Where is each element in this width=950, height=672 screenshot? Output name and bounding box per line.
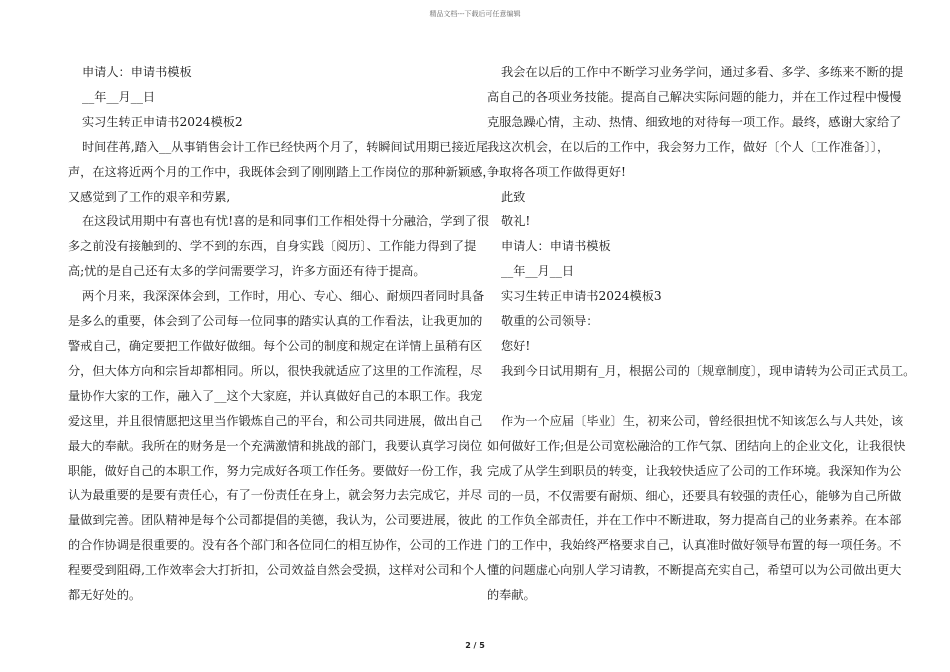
text-line: 您好! <box>501 338 531 353</box>
text-line: 爱这里，并且很情愿把这里当作锻炼自己的平台，和公司共同进展，做出自己 <box>68 413 483 428</box>
text-line: 声，在这将近两个月的工作中，我既体会到了刚刚踏上工作岗位的那种新颖感， <box>68 164 495 179</box>
text-line: __年__月__日 <box>82 89 156 104</box>
text-line: 申请人：申请书模板 <box>82 65 192 79</box>
page-header: 精品文档---下载后可任意编辑 <box>429 10 521 18</box>
text-line: 的合作协调是很重要的。没有各个部门和各位同仁的相互协作，公司的工作进 <box>68 538 483 553</box>
text-line: 都无好处的。 <box>68 588 142 603</box>
text-line: 是多么的重要，体会到了公司每一位同事的踏实认真的工作看法，让我更加的 <box>68 314 483 329</box>
text-line: 克服急躁心情，主动、热情、细致地的对待每一项工作。最终，感谢大家给了 <box>487 114 902 129</box>
text-line: 高;忧的是自己还有太多的学问需要学习，许多方面还有待于提高。 <box>68 264 426 279</box>
text-line: 完成了从学生到职员的转变，让我较快适应了公司的工作环境。我深知作为公 <box>487 463 902 478</box>
text-line: 认为最重要的是要有责任心，有了一份责任在身上，就会努力去完成它，并尽 <box>68 488 483 503</box>
text-line: 我会在以后的工作中不断学习业务学问，通过多看、多学、多练来不断的提 <box>501 65 904 79</box>
text-line: 敬礼! <box>501 214 531 229</box>
text-line: 多之前没有接触到的、学不到的东西，自身实践〔阅历〕、工作能力得到了提 <box>68 239 477 254</box>
text-line: 警戒自己，确定要把工作做好做细。每个公司的制度和规定在详情上虽稍有区 <box>68 338 483 353</box>
text-line: 我这次机会，在以后的工作中，我会努力工作，做好〔个人〔工作准备〕〕， <box>487 139 890 154</box>
page-number: 2 / 5 <box>465 641 485 650</box>
text-line: 我到今日试用期有_月，根据公司的〔规章制度〕，现申请转为公司正式员工。 <box>501 363 916 378</box>
text-line: 程要受到阻碍,工作效率会大打折扣，公司效益自然会受损，这样对公司和个人 <box>68 563 487 578</box>
text-line: 此致 <box>501 189 526 204</box>
text-line: 敬重的公司领导： <box>501 314 599 329</box>
text-line: 如何做好工作;但是公司宽松融洽的工作气氛、团结向上的企业文化，让我很快 <box>487 438 906 453</box>
text-line: 作为一个应届〔毕业〕生，初来公司，曾经很担忧不知该怎么与人共处，该 <box>501 413 904 428</box>
text-line: 门的工作中，我始终严格要求自己，认真准时做好领导布置的每一项任务。不 <box>487 538 902 553</box>
text-line: 在这段试用期中有喜也有忧!喜的是和同事们工作相处得十分融洽，学到了很 <box>82 214 490 229</box>
text-line: __年__月__日 <box>501 264 575 279</box>
text-line: 最大的奉献。我所在的财务是一个充满激情和挑战的部门，我要认真学习岗位 <box>68 438 483 453</box>
left-column <box>68 60 495 608</box>
text-line: 职能，做好自己的本职工作，努力完成好各项工作任务。要做好一份工作，我 <box>68 463 483 478</box>
text-line: 申请人：申请书模板 <box>501 239 611 254</box>
right-column <box>487 60 916 608</box>
text-line: 时间荏苒,踏入__从事销售会计工作已经快两个月了，转瞬间试用期已接近尾 <box>82 139 489 154</box>
text-line: 两个月来，我深深体会到，工作时，用心、专心、细心、耐烦四者同时具备 <box>82 289 485 304</box>
text-line: 争取将各项工作做得更好! <box>487 164 626 179</box>
text-line: 实习生转正申请书2024模板3 <box>501 289 662 304</box>
text-line: 又感觉到了工作的艰辛和劳累, <box>68 189 231 204</box>
text-line: 高自己的各项业务技能。提高自己解决实际问题的能力，并在工作过程中慢慢 <box>487 89 902 104</box>
text-line: 实习生转正申请书2024模板2 <box>82 114 243 129</box>
text-line: 懂的问题虚心向别人学习请教，不断提高充实自己，希望可以为公司做出更大 <box>487 563 902 578</box>
text-line: 量协作大家的工作，融入了__这个大家庭，并认真做好自己的本职工作。我宠 <box>68 388 483 403</box>
text-line: 司的一员，不仅需要有耐烦、细心，还要具有较强的责任心，能够为自己所做 <box>487 488 902 503</box>
blank-line <box>487 384 884 409</box>
text-line: 的奉献。 <box>487 588 536 603</box>
text-line: 分，但大体方向和宗旨却都相同。所以，很快我就适应了这里的工作流程，尽 <box>68 363 483 378</box>
text-line: 量做到完善。团队精神是每个公司都提倡的美德，我认为，公司要进展，彼此 <box>68 513 483 528</box>
text-line: 的工作负全部责任，并在工作中不断进取，努力提高自己的业务素养。在本部 <box>487 513 902 528</box>
